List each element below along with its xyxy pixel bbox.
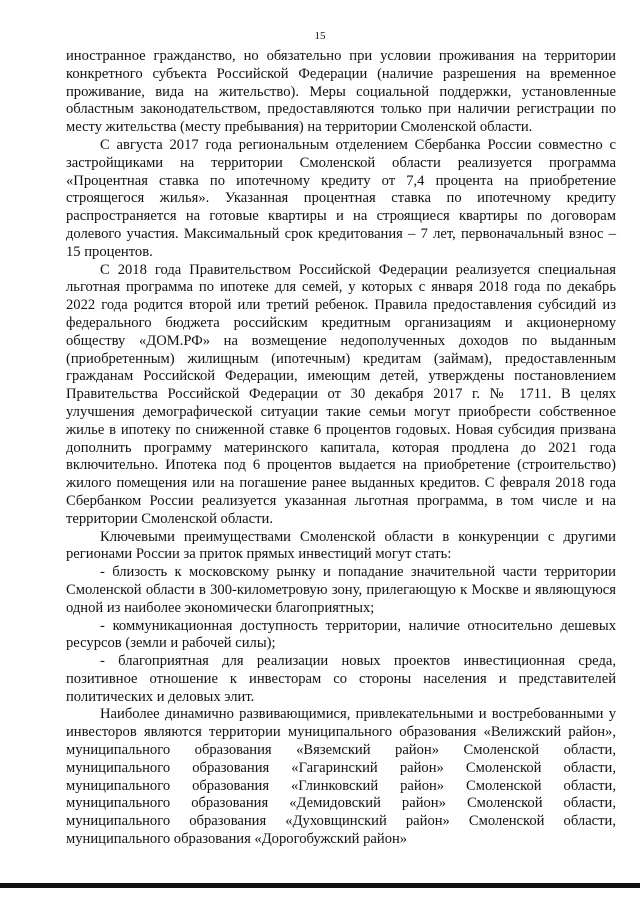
list-item-investment-climate: - благоприятная для реализации новых проектов инвестиционная среда, позитивное отношение к инвесторам со стороны населения и представителей политических и деловых элит. bbox=[66, 653, 616, 705]
paragraph-sberbank-program: С августа 2017 года региональным отделением Сбербанка России совместно с застройщиками на территории Смоленской области реализуется программа «Процентная ставка по ипотечному кредиту от 7,4 процента на приобретение строящегося жилья». Указанная процентная ставка по ипотечному кредиту распространяется на готовые квартиры и на строящиеся квартиры по договорам долевого участия. Максимальный срок кредитования – 7 лет, первоначальный взнос – 15 процентов. bbox=[66, 136, 616, 260]
paragraph-dynamic-territories: Наиболее динамично развивающимися, привлекательными и востребованными у инвесторов являются территории муниципального образования «Велижский район», муниципального образования «Вяземский район» Смоленской области, муниципального образования «Гагаринский район» Смоленской области, муниципального образования «Глинковский район» Смоленской области, муниципального образования «Демидовский район» Смоленской области, муниципального образования «Духовщинский район» Смоленской области, муниципального образования «Дорогобужский район» bbox=[66, 706, 616, 848]
bottom-rule bbox=[0, 883, 640, 888]
paragraph-family-mortgage: С 2018 года Правительством Российской Федерации реализуется специальная льготная программа по ипотеке для семей, у которых с января 2018 года по декабрь 2022 года родится второй или третий ребенок. Правила предоставления субсидий из федерального бюджета российским кредитным организациям и акционерному обществу «ДОМ.РФ» на возмещение недополученных доходов по выданным (приобретенным) жилищным (ипотечным) кредитам (займам), предоставленным гражданам Российской Федерации, имеющим детей, утверждены постановлением Правительства Российской Федерации от 30 декабря 2017 г. № 1711. В целях улучшения демографической ситуации такие семьи могут приобрести собственное жилье в ипотеку по сниженной ставке 6 процентов годовых. Новая субсидия призвана дополнить программу материнского капитала, которая продлена до 2021 года включительно. Ипотека под 6 процентов выдается на приобретение (строительство) жилого помещения или на погашение ранее выданных кредитов. С февраля 2018 года Сбербанком России реализуется указанная льготная программа, в том числе и на территории Смоленской области. bbox=[66, 261, 616, 527]
list-item-communications: - коммуникационная доступность территории, наличие относительно дешевых ресурсов (земли и рабочей силы); bbox=[66, 617, 616, 652]
document-body bbox=[66, 48, 616, 849]
paragraph-key-advantages: Ключевыми преимуществами Смоленской области в конкуренции с другими регионами России за приток прямых инвестиций могут стать: bbox=[66, 528, 616, 563]
list-item-proximity: - близость к московскому рынку и попадание значительной части территории Смоленской области в 300-километровую зону, прилегающую к Москве и являющуюся одной из наиболее экономически благоприятных; bbox=[66, 564, 616, 616]
paragraph-citizenship: иностранное гражданство, но обязательно при условии проживания на территории конкретного субъекта Российской Федерации (наличие разрешения на временное проживание, вида на жительство). Меры социальной поддержки, установленные областным законодательством, предоставляются только при наличии регистрации по месту жительства (месту пребывания) на территории Смоленской области. bbox=[66, 48, 616, 136]
page-number: 15 bbox=[314, 30, 326, 42]
